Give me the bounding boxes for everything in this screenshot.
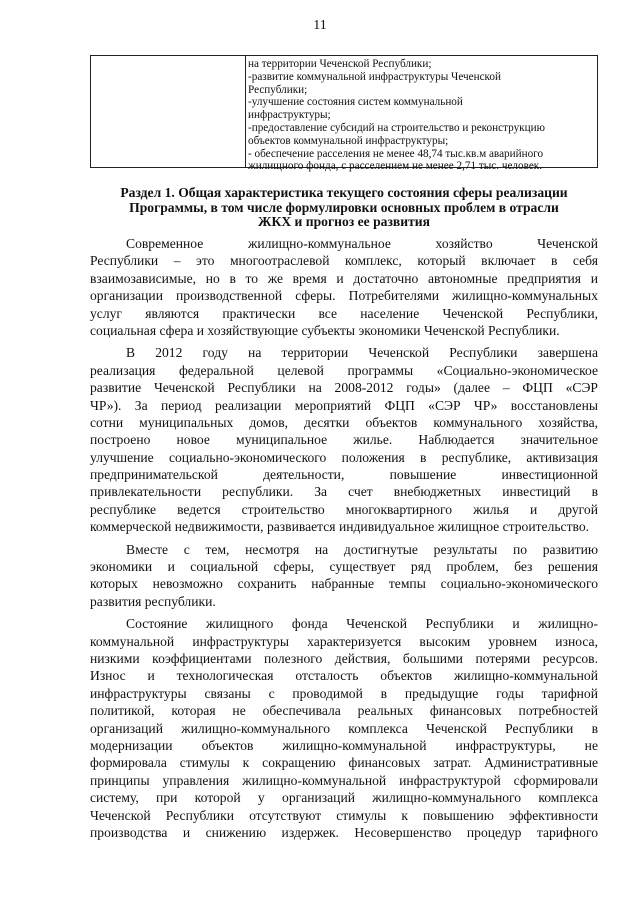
paragraph-line: коммунальной инфраструктуры характеризуется высоким уровнем износа, bbox=[90, 633, 598, 649]
paragraph-line: сотни муниципальных домов, десятки объектов коммунального хозяйства, bbox=[90, 414, 598, 430]
paragraph-line: построено новое муниципальное жилье. Наблюдается значительное bbox=[90, 432, 598, 448]
paragraph-line: услуг являются практически все население Чеченской Республики, bbox=[90, 305, 598, 321]
paragraph-line: взаимозависимые, но в то же время и достаточно автономные предприятия и bbox=[90, 270, 598, 286]
paragraph-line: организации производственной сферы. Потребителями жилищно-коммунальных bbox=[90, 288, 598, 304]
section-heading bbox=[90, 186, 598, 230]
table-line: -развитие коммунальной инфраструктуры Чеченской bbox=[248, 70, 502, 83]
paragraph-line: инфраструктуры связаны с проводимой в предыдущие годы тарифной bbox=[90, 685, 598, 701]
table-line: - обеспечение расселения не менее 48,74 тыс.кв.м аварийного bbox=[248, 147, 544, 160]
paragraph-line: Современное жилищно-коммунальное хозяйство Чеченской bbox=[126, 236, 598, 251]
table-line: жилищного фонда, с расселением не менее 2,71 тыс. человек. bbox=[248, 160, 543, 173]
paragraph-line: Республики – это многоотраслевой комплекс, который включает в себя bbox=[90, 253, 598, 269]
paragraph-line: развития республики. bbox=[90, 593, 216, 609]
paragraph-line: производства и снижению издержек. Несовершенство процедур тарифного bbox=[90, 824, 598, 840]
paragraph-line: социальная сфера и хозяйствующие субъекты экономики Чеченской Республики. bbox=[90, 322, 560, 338]
paragraph-line: предпринимательской деятельности, повышение инвестиционной bbox=[90, 467, 598, 483]
table-right-cell bbox=[248, 58, 596, 173]
table-line: -улучшение состояния систем коммунальной bbox=[248, 96, 463, 109]
table-line: -предоставление субсидий на строительство и реконструкцию bbox=[248, 121, 545, 134]
paragraph-line: формировала стимулы к сокращению финансовых затрат. Административные bbox=[90, 755, 598, 771]
paragraph-line: реализация федеральной целевой программы «Социально-экономическое bbox=[90, 362, 598, 378]
paragraph-line: организаций жилищно-коммунального комплекса Чеченской Республики в bbox=[90, 720, 598, 736]
paragraph bbox=[90, 541, 598, 611]
paragraph-line: коммерческой недвижимости, развивается индивидуальное жилищное строительство. bbox=[90, 519, 590, 535]
paragraph-line: принципы управления жилищно-коммунальной инфраструктурой сформировали bbox=[90, 772, 598, 788]
paragraph-line: развитие Чеченской Республики на 2008-2012 годы» (далее – ФЦП «СЭР bbox=[90, 380, 598, 396]
paragraph-line: республике ведется строительство многоквартирного жилья и другой bbox=[90, 501, 598, 517]
paragraph-line: экономики и социальной сферы, существует ряд проблем, без решения bbox=[90, 559, 598, 575]
paragraph bbox=[90, 344, 598, 535]
paragraph-line: модернизации объектов жилищно-коммунальной инфраструктуры, не bbox=[90, 737, 598, 753]
paragraph-line: систему, при которой у организаций жилищно-коммунального комплекса bbox=[90, 790, 598, 806]
heading-line: Раздел 1. Общая характеристика текущего состояния сферы реализации bbox=[120, 185, 568, 200]
paragraph-line: Вместе с тем, несмотря на достигнутые результаты по развитию bbox=[126, 541, 598, 557]
goals-table bbox=[90, 55, 598, 173]
paragraph-line: ЧР»). За период реализации мероприятий ФЦП «СЭР ЧР» восстановлены bbox=[90, 397, 598, 413]
heading-line: ЖКХ и прогноз ее развития bbox=[258, 214, 430, 229]
page-number: 11 bbox=[313, 18, 327, 33]
table-column-divider bbox=[245, 56, 246, 167]
paragraph bbox=[90, 615, 598, 841]
paragraph-line: которых невозможно сохранить набранные темпы социально-экономического bbox=[90, 576, 598, 592]
paragraph-line: политикой, которая не обеспечивала реальных финансовых потребностей bbox=[90, 703, 598, 719]
table-line: на территории Чеченской Республики; bbox=[248, 58, 432, 70]
heading-line: Программы, в том числе формулировки основных проблем в отрасли bbox=[129, 199, 559, 215]
table-line: инфраструктуры; bbox=[248, 109, 331, 122]
paragraph-line: Состояние жилищного фонда Чеченской Республики и жилищно- bbox=[126, 616, 598, 632]
table-line: Республики; bbox=[248, 83, 308, 96]
paragraph bbox=[90, 235, 598, 339]
paragraph-line: В 2012 году на территории Чеченской Республики завершена bbox=[126, 345, 598, 361]
paragraph-line: низкими коэффициентами полезного действия, большими потерями ресурсов. bbox=[90, 650, 598, 666]
paragraph-line: Износ и технологическая отсталость объектов жилищно-коммунальной bbox=[90, 668, 598, 684]
paragraph-line: привлекательности республики. За счет внебюджетных инвестиций в bbox=[90, 484, 598, 500]
table-line: объектов коммунальной инфраструктуры; bbox=[248, 134, 449, 147]
paragraph-line: Чеченской Республики отсутствуют стимулы к повышению эффективности bbox=[90, 807, 598, 823]
paragraph-line: улучшение социально-экономического положения в республике, активизация bbox=[90, 449, 598, 465]
body-text bbox=[90, 235, 598, 841]
